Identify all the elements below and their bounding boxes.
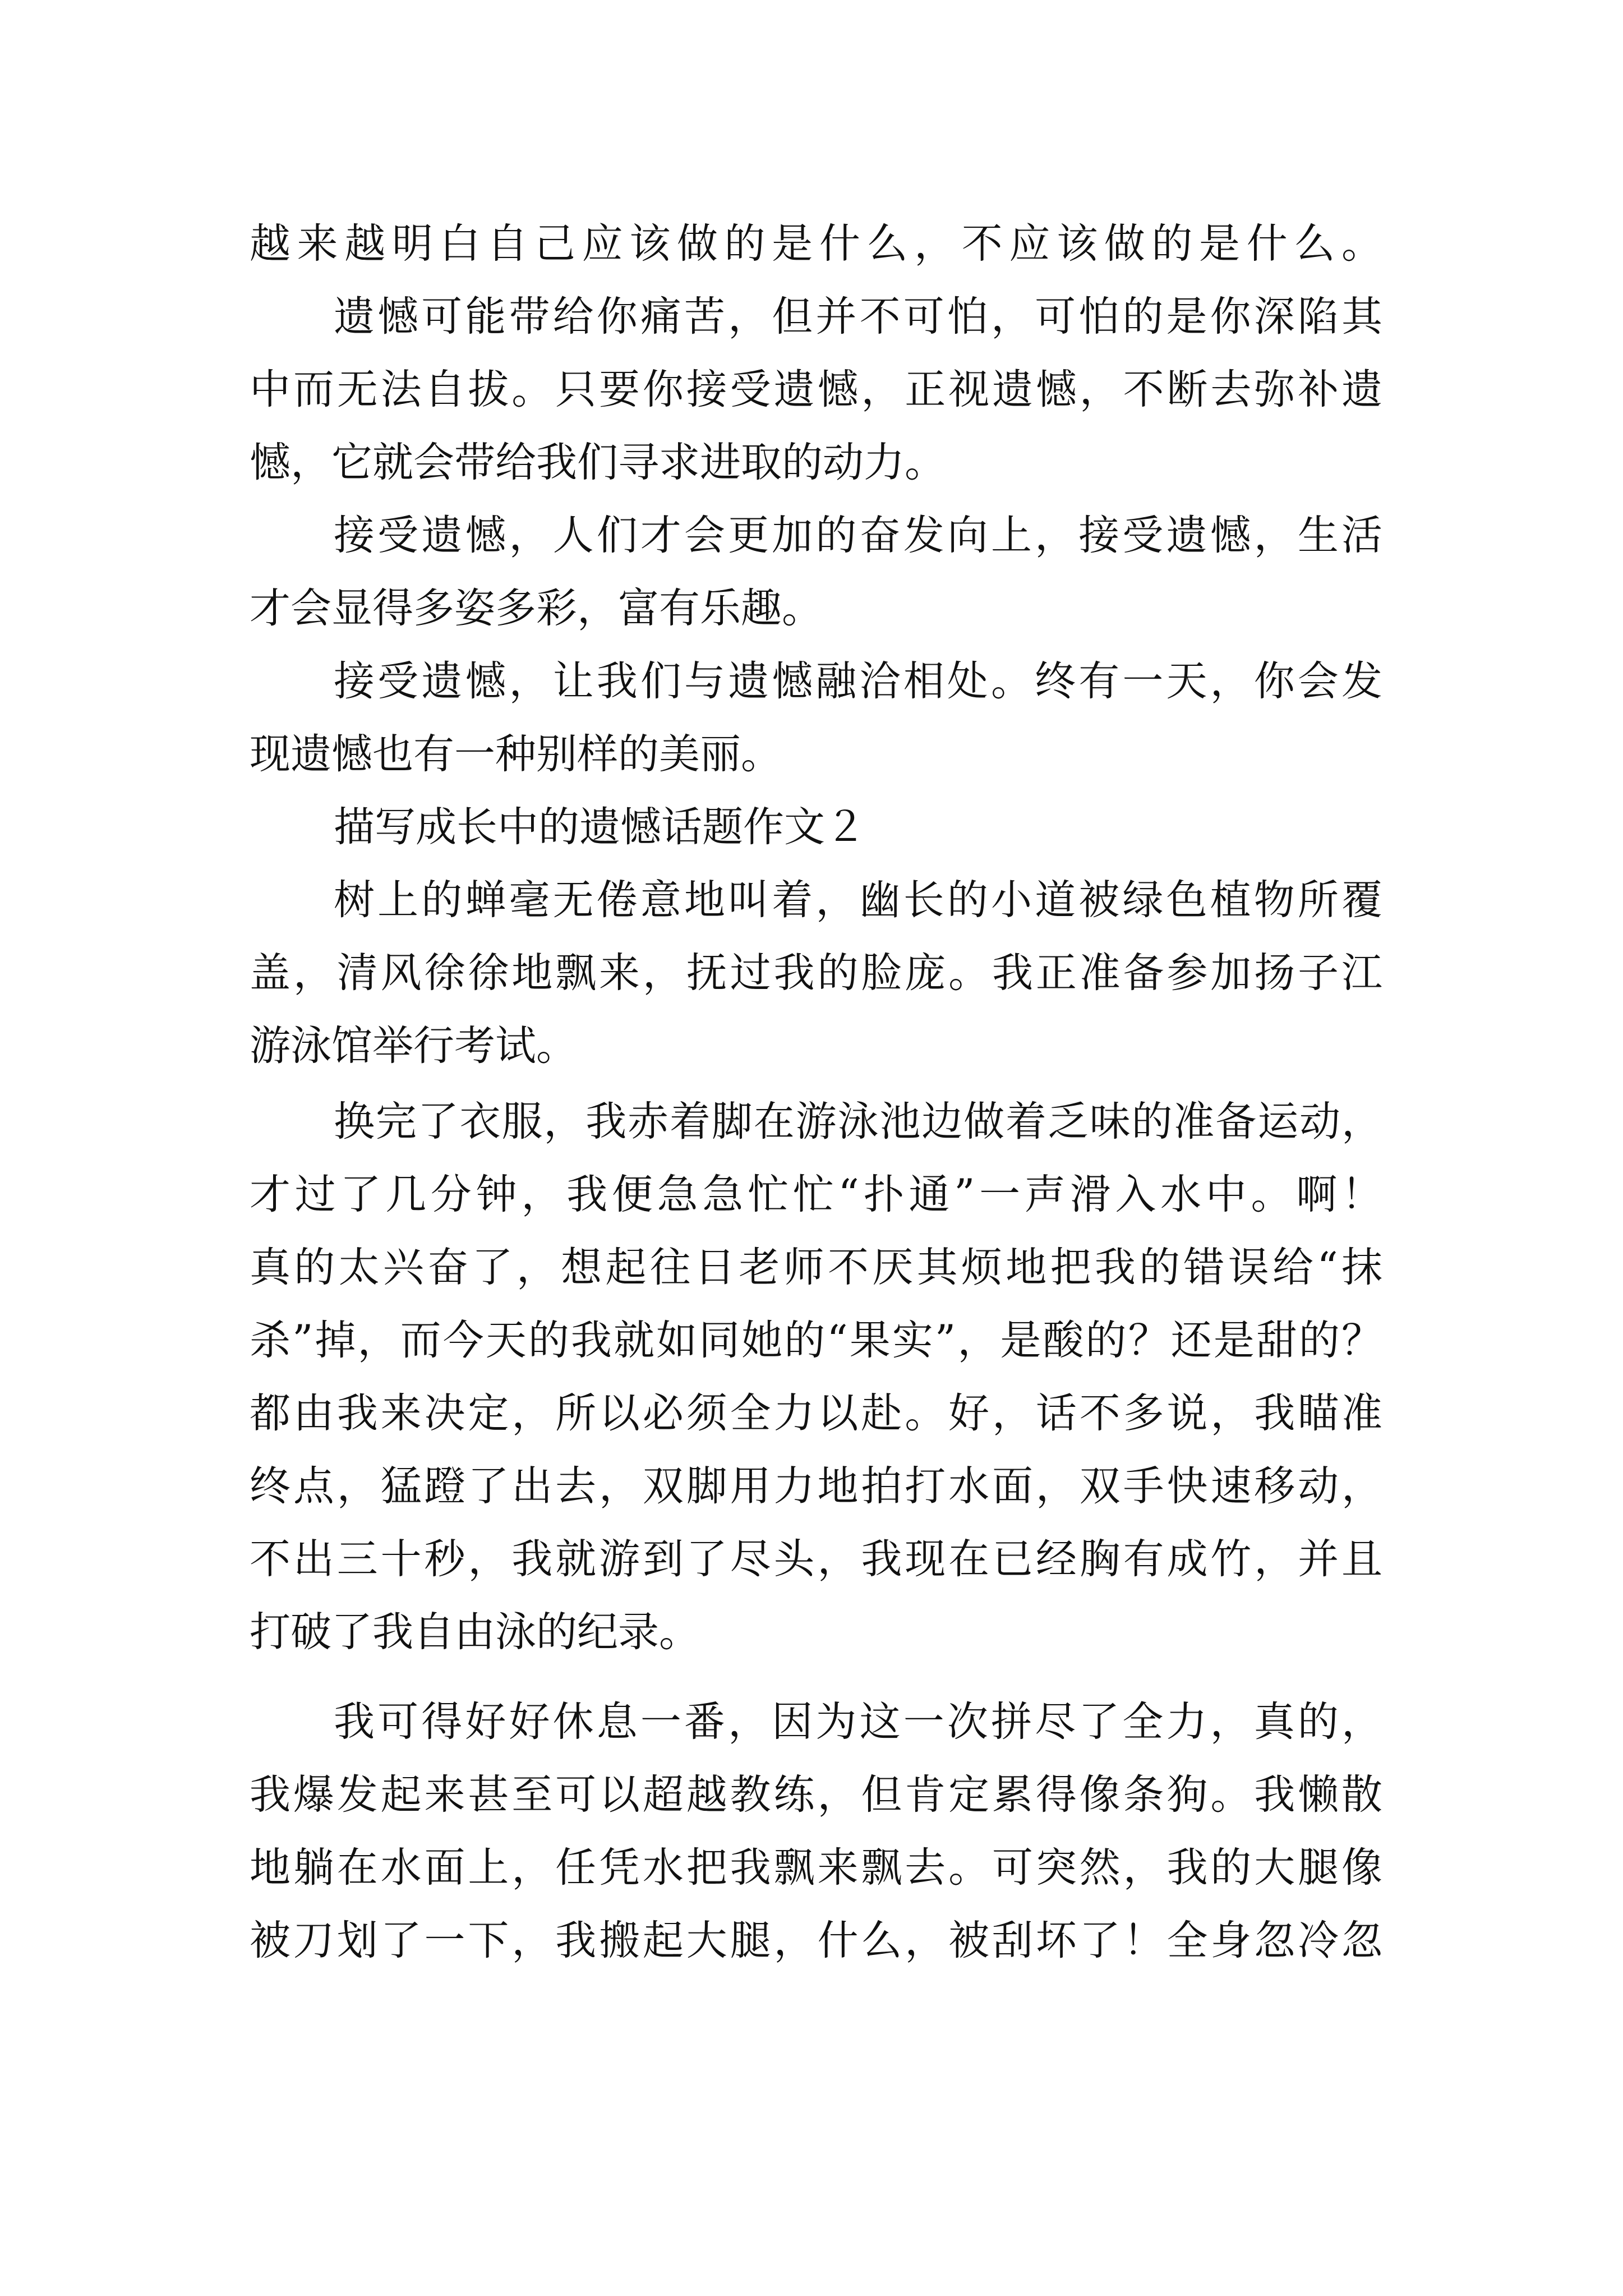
text-line: 不出三十秒，我就游到了尽头，我现在已经胸有成竹，并且 (250, 1535, 1382, 1583)
text-line: 现遗憾也有一种别样的美丽。 (250, 730, 782, 778)
text-line: 憾，它就会带给我们寻求进取的动力。 (250, 439, 946, 486)
text-line: 才过了几分钟，我便急急忙忙“扑通”一声滑入水中。啊！ (250, 1171, 1382, 1218)
text-line: 接受遗憾，让我们与遗憾融洽相处。终有一天，你会发 (334, 657, 1382, 705)
text-line: 我爆发起来甚至可以超越教练，但肯定累得像条狗。我懒散 (250, 1771, 1382, 1819)
text-line: 地躺在水面上，任凭水把我飘来飘去。可突然，我的大腿像 (250, 1844, 1382, 1892)
text-line: 才会显得多姿多彩，富有乐趣。 (250, 585, 823, 632)
text-line: 中而无法自拔。只要你接受遗憾，正视遗憾，不断去弥补遗 (250, 366, 1382, 413)
text-line: 树上的蝉毫无倦意地叫着，幽长的小道被绿色植物所覆 (334, 876, 1382, 924)
text-line: 终点，猛蹬了出去，双脚用力地拍打水面，双手快速移动， (250, 1462, 1382, 1510)
text-line: 接受遗憾，人们才会更加的奋发向上，接受遗憾，生活 (334, 512, 1382, 559)
text-line: 换完了衣服，我赤着脚在游泳池边做着乏味的准备运动， (334, 1098, 1382, 1145)
text-line: 游泳馆举行考试。 (250, 1022, 577, 1070)
text-line: 杀”掉，而今天的我就如同她的“果实”，是酸的？还是甜的？ (250, 1317, 1382, 1364)
text-line: 盖，清风徐徐地飘来，抚过我的脸庞。我正准备参加扬子江 (250, 949, 1382, 997)
section-heading: 描写成长中的遗憾话题作文２ (334, 803, 866, 851)
text-line: 都由我来决定，所以必须全力以赴。好，话不多说，我瞄准 (250, 1389, 1382, 1437)
text-line: 遗憾可能带给你痛苦，但并不可怕，可怕的是你深陷其 (334, 293, 1382, 341)
text-line: 我可得好好休息一番，因为这一次拼尽了全力，真的， (334, 1698, 1382, 1746)
text-line: 打破了我自由泳的纪录。 (250, 1608, 700, 1656)
text-line: 被刀划了一下，我搬起大腿，什么，被刮坏了！全身忽冷忽 (250, 1917, 1382, 1964)
text-line: 真的太兴奋了，想起往日老师不厌其烦地把我的错误给“抹 (250, 1244, 1382, 1291)
text-line: 越来越明白自己应该做的是什么，不应该做的是什么。 (250, 220, 1382, 268)
